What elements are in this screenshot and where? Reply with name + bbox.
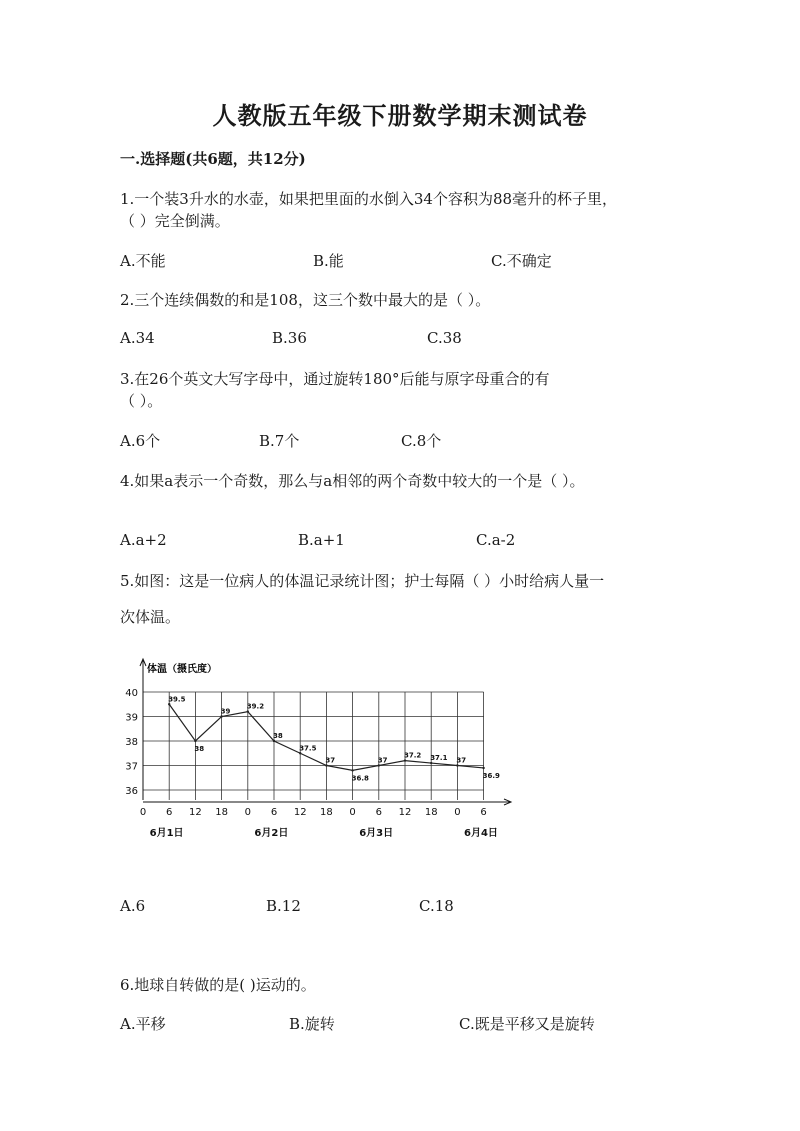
data-label: 37.5 — [299, 744, 317, 753]
question-3-option-b: B.7个 — [259, 432, 300, 450]
question-4-option-c: C.a-2 — [476, 531, 516, 549]
question-1-option-a: A.不能 — [120, 252, 166, 270]
data-label: 37 — [377, 756, 388, 765]
chart-data-labels — [168, 695, 500, 782]
data-point — [168, 703, 170, 705]
x-tick-label: 6 — [480, 807, 487, 818]
data-label: 39 — [220, 707, 231, 716]
chart-y-axis-label: 体温（摄氏度） — [147, 664, 217, 675]
question-1-line-1: 1.一个装3升水的水壶，如果把里面的水倒入34个容积为88毫升的杯子里， — [120, 190, 618, 208]
section-heading: 一.选择题(共6题，共12分) — [120, 150, 306, 168]
x-tick-label: 18 — [215, 807, 228, 818]
question-3-option-c: C.8个 — [401, 432, 442, 450]
y-tick-label: 36 — [125, 786, 138, 797]
question-4-option-b: B.a+1 — [298, 531, 345, 549]
data-label: 38 — [273, 732, 283, 740]
x-tick-label: 18 — [424, 807, 438, 818]
x-tick-label: 0 — [244, 807, 251, 818]
question-1-line-2: （ ）完全倒满。 — [120, 212, 230, 230]
question-2-option-c: C.38 — [427, 329, 462, 347]
question-3-line-1: 3.在26个英文大写字母中，通过旋转180°后能与原字母重合的有 — [120, 370, 550, 388]
data-label: 37 — [325, 756, 336, 765]
day-label: 6月1日 — [149, 828, 184, 839]
y-tick-label: 38 — [125, 737, 138, 748]
day-label: 6月3日 — [359, 828, 394, 839]
data-label: 37.2 — [404, 751, 422, 760]
x-tick-label: 6 — [375, 807, 382, 818]
y-tick-label: 37 — [125, 761, 138, 773]
question-5-option-a: A.6 — [120, 897, 146, 915]
day-label: 6月4日 — [464, 828, 498, 839]
x-tick-label: 0 — [139, 807, 147, 818]
data-point — [404, 759, 406, 761]
x-tick-label: 0 — [349, 807, 356, 818]
x-tick-label: 6 — [270, 807, 278, 818]
data-label: 39.2 — [246, 702, 265, 711]
data-point — [351, 769, 353, 771]
question-6-option-b: B.旋转 — [289, 1015, 335, 1033]
data-point — [482, 767, 484, 769]
data-label: 37.1 — [430, 754, 448, 763]
question-6-option-a: A.平移 — [120, 1015, 166, 1033]
page-title: 人教版五年级下册数学期末测试卷 — [212, 101, 588, 130]
question-1-option-c: C.不确定 — [491, 252, 552, 270]
question-5-line-2: 次体温。 — [120, 608, 181, 626]
y-tick-label: 40 — [125, 688, 138, 699]
question-2-option-a: A.34 — [120, 329, 155, 347]
data-point — [299, 752, 301, 754]
data-label: 36.9 — [482, 771, 500, 780]
question-6-option-c: C.既是平移又是旋转 — [459, 1015, 595, 1033]
data-label: 37 — [456, 756, 467, 765]
temperature-chart — [125, 652, 525, 852]
data-label: 38 — [194, 745, 205, 753]
x-tick-label: 12 — [293, 807, 307, 818]
data-label: 39.5 — [168, 695, 186, 704]
question-4-option-a: A.a+2 — [120, 531, 167, 549]
question-3-option-a: A.6个 — [120, 432, 161, 450]
data-point — [430, 762, 432, 764]
question-5-line-1: 5.如图：这是一位病人的体温记录统计图；护士每隔（ ）小时给病人量一 — [120, 572, 605, 590]
day-label: 6月2日 — [254, 828, 289, 839]
x-tick-label: 6 — [166, 807, 173, 818]
question-3-line-2: （ ）。 — [120, 392, 163, 410]
data-point — [220, 715, 222, 717]
data-point — [325, 764, 327, 766]
question-4-line-1: 4.如果a表示一个奇数，那么与a相邻的两个奇数中较大的一个是（ ）。 — [120, 472, 585, 490]
y-tick-label: 39 — [125, 712, 138, 724]
data-point — [247, 710, 249, 712]
data-label: 36.8 — [351, 774, 369, 783]
question-2-line-1: 2.三个连续偶数的和是108，这三个数中最大的是（ ）。 — [120, 291, 491, 309]
x-tick-label: 0 — [454, 807, 461, 818]
question-5-option-b: B.12 — [266, 897, 301, 915]
x-tick-label: 12 — [398, 807, 412, 818]
question-5-option-c: C.18 — [419, 897, 454, 915]
question-1-option-b: B.能 — [313, 252, 344, 270]
question-2-option-b: B.36 — [272, 329, 307, 347]
data-point — [194, 740, 196, 742]
data-point — [456, 764, 458, 766]
data-point — [273, 740, 275, 742]
x-tick-label: 12 — [189, 807, 202, 818]
question-6-line-1: 6.地球自转做的是( )运动的。 — [120, 976, 316, 994]
x-tick-label: 18 — [320, 807, 333, 818]
data-point — [378, 764, 380, 766]
